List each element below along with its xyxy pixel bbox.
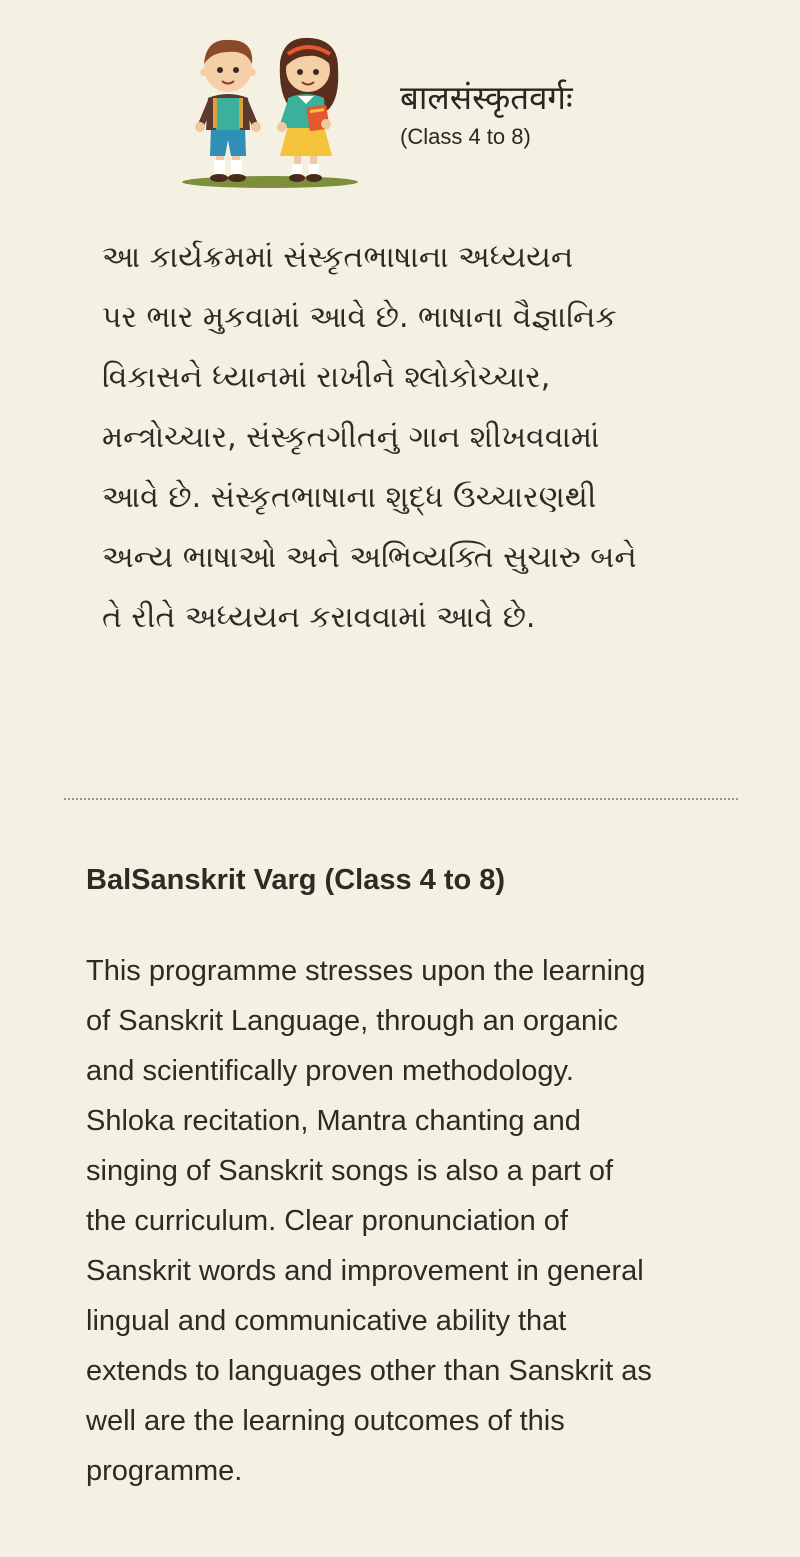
gujarati-line: તે રીતે અધ્યયન કરાવવામાં આવે છે.: [102, 600, 536, 635]
english-line: lingual and communicative ability that: [86, 1305, 567, 1337]
gujarati-line: વિકાસને ધ્યાનમાં રાખીને શ્લોકોચ્ચાર,: [102, 360, 551, 395]
gujarati-line: પર ભાર મુકવામાં આવે છે. ભાષાના વૈજ્ઞાનિક: [102, 300, 617, 335]
title-block: [400, 80, 573, 150]
gujarati-line: મન્ત્રોચ્ચાર, સંસ્કૃતગીતનું ગાન શીખવવામાં: [102, 420, 600, 455]
gujarati-description: [102, 228, 742, 648]
girl-figure: [277, 38, 338, 182]
ground-shadow: [182, 176, 358, 188]
english-title: BalSanskrit Varg (Class 4 to 8): [86, 864, 506, 896]
gujarati-line: આવે છે. સંસ્કૃતભાષાના શુદ્ધ ઉચ્ચારણથી: [102, 480, 597, 515]
english-line: and scientifically proven methodology.: [86, 1055, 574, 1087]
class-range-subtitle: (Class 4 to 8): [400, 124, 531, 150]
english-line: singing of Sanskrit songs is also a part of: [86, 1155, 614, 1187]
gujarati-line: અન્ય ભાષાઓ અને અભિવ્યક્તિ સુચારુ બને: [102, 540, 637, 575]
english-line: the curriculum. Clear pronunciation of: [86, 1205, 568, 1237]
students-illustration: [180, 32, 365, 192]
english-line: Sanskrit words and improvement in general: [86, 1255, 644, 1287]
gujarati-line: આ કાર્યક્રમમાં સંસ્કૃતભાષાના અધ્યયન: [102, 240, 574, 275]
english-line: well are the learning outcomes of this: [86, 1405, 565, 1437]
header: [180, 32, 740, 192]
english-line: of Sanskrit Language, through an organic: [86, 1005, 619, 1037]
english-line: programme.: [86, 1455, 243, 1487]
page-title: बालसंस्कृतवर्गः: [400, 78, 573, 117]
english-line: extends to languages other than Sanskrit as: [86, 1355, 652, 1387]
dotted-divider: [64, 798, 738, 800]
boy-figure: [195, 40, 261, 182]
english-description: [86, 946, 746, 1496]
english-line: This programme stresses upon the learning: [86, 955, 646, 987]
english-line: Shloka recitation, Mantra chanting and: [86, 1105, 581, 1137]
